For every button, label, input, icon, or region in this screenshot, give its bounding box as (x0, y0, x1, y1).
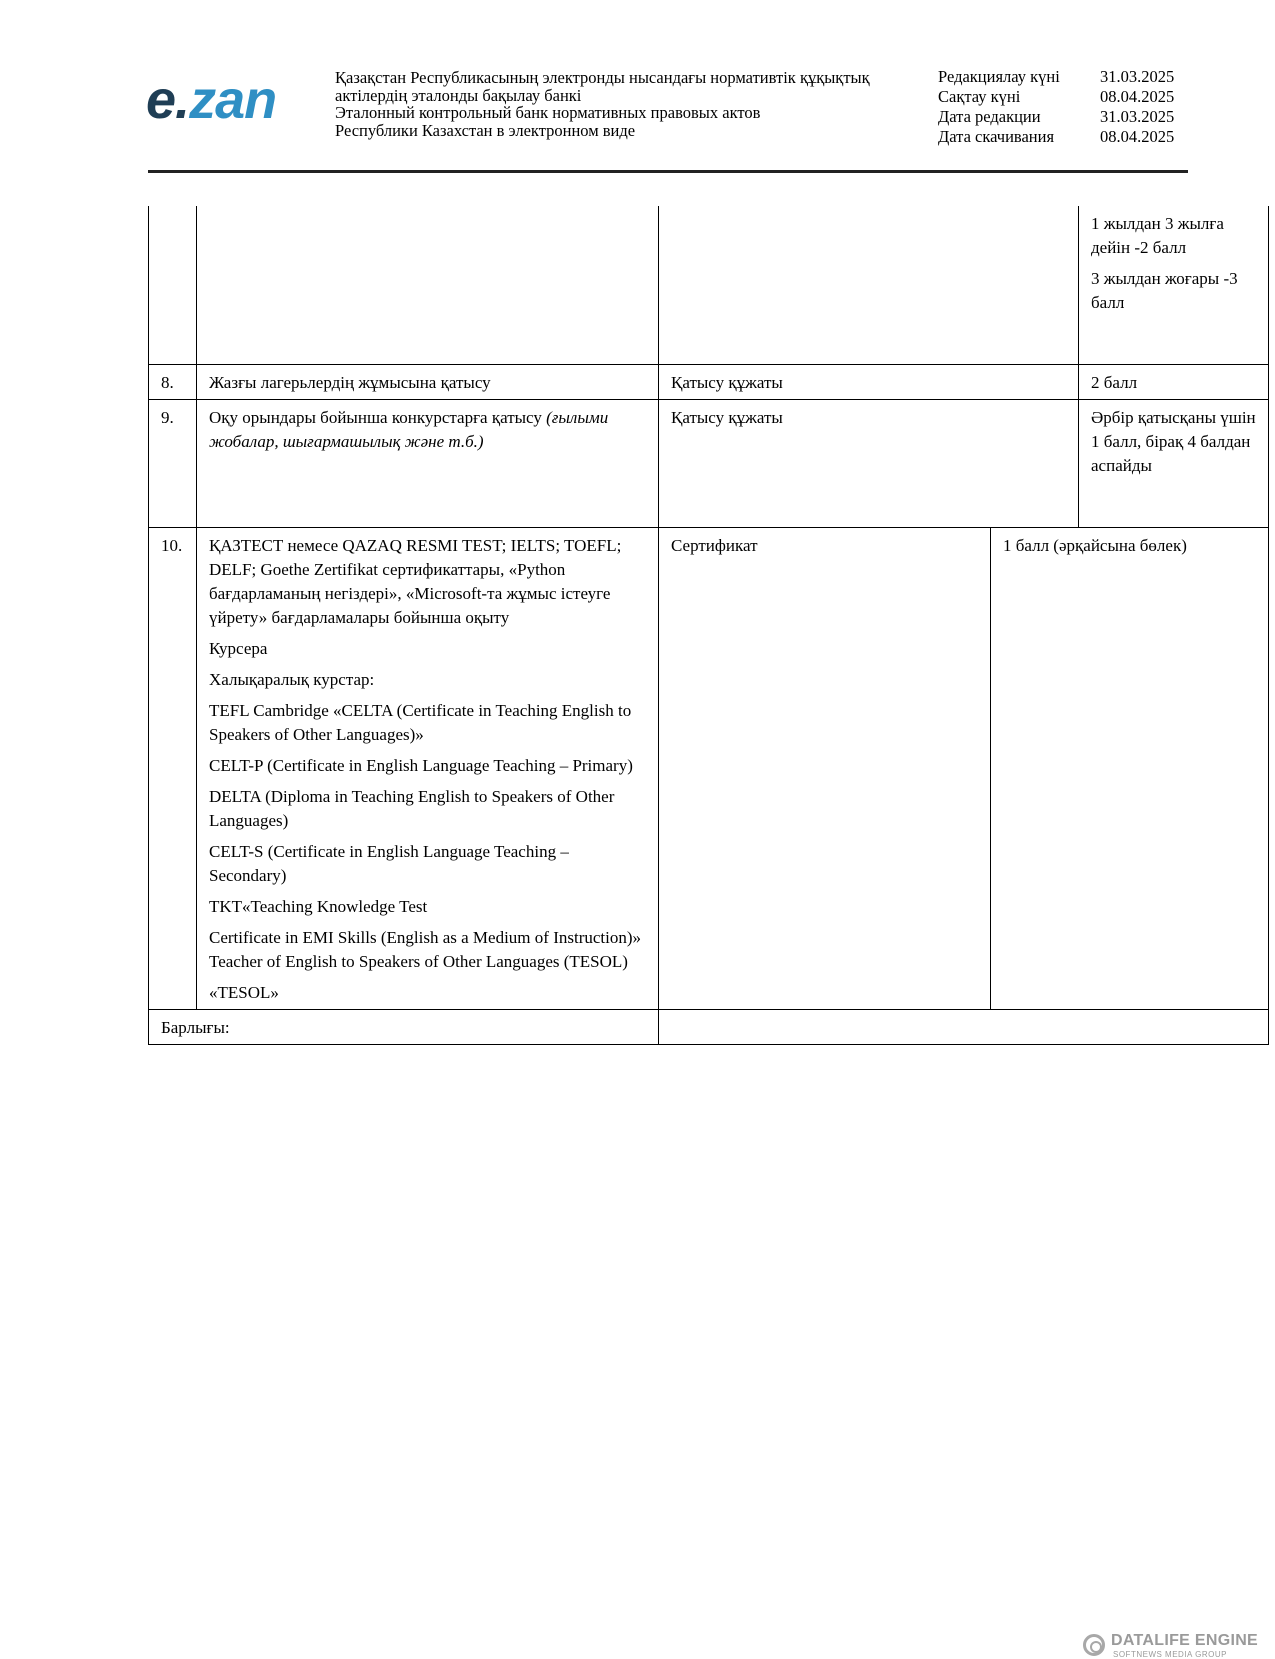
header-meta (938, 67, 1178, 147)
header-line: актілердің эталонды бақылау банкі (335, 85, 582, 105)
criterion-paragraph: CELT-S (Certificate in English Language Teaching – Secondary) (209, 841, 569, 885)
table-row (149, 206, 1269, 364)
meta-row (938, 127, 1178, 147)
points-text: 1 жылдан 3 жылға дейін -2 балл (1091, 214, 1224, 257)
criterion-paragraph: Курсера (209, 638, 268, 658)
criteria-table-wrapper (148, 206, 1256, 1086)
criterion-paragraph: ҚАЗТЕСТ немесе QAZAQ RESMI TEST; IELTS; TOEFL; DELF; Goethe Zertifikat сертификаттары, «Python бағдарламаның негіздері», «Microsoft-та жұмыс істеуге үйрету» бағдарламалары бойынша оқыту (209, 535, 622, 627)
meta-label: Редакциялау күні (938, 67, 1060, 86)
meta-value: 31.03.2025 (1100, 107, 1175, 126)
criterion-cell (197, 206, 659, 364)
points-cell (1079, 206, 1269, 364)
meta-row (938, 67, 1178, 87)
criterion-paragraph: Certificate in EMI Skills (English as a Medium of Instruction)» Teacher of English to Speakers of Other Languages (TESOL) (209, 927, 642, 971)
table-row (149, 364, 1269, 399)
table-row (149, 399, 1269, 527)
points-cell: Әрбір қатысқаны үшін 1 балл, бірақ 4 балдан аспайды (1079, 399, 1269, 527)
header-line: Қазақстан Республикасының электронды нысандағы нормативтік құқықтық (335, 68, 870, 87)
table-row (149, 527, 1269, 1009)
meta-label: Сақтау күні (938, 87, 1021, 106)
total-label-cell: Барлығы: (149, 1009, 659, 1044)
num-cell: 9. (149, 399, 197, 527)
document-cell: Қатысу құжаты (659, 364, 1079, 399)
header-line: Эталонный контрольный банк нормативных правовых актов (335, 103, 761, 122)
num-cell: 10. (149, 527, 197, 1009)
criterion-paragraph: DELTA (Diploma in Teaching English to Speakers of Other Languages) (209, 786, 615, 830)
meta-row (938, 87, 1178, 107)
criteria-table (148, 206, 1269, 1045)
meta-value: 08.04.2025 (1100, 127, 1175, 146)
watermark-title: DATALIFE ENGINE (1111, 1632, 1259, 1649)
num-cell (149, 206, 197, 364)
criterion-cell (197, 527, 659, 1009)
total-value-cell (659, 1009, 1269, 1044)
points-text: 3 жылдан жоғары -3 балл (1091, 269, 1238, 312)
points-cell: 1 балл (әрқайсына бөлек) (991, 527, 1269, 1009)
meta-row (938, 107, 1178, 127)
criterion-paragraph: «TESOL» (209, 982, 279, 1002)
criterion-cell (197, 399, 659, 527)
criterion-cell: Жазғы лагерьлердің жұмысына қатысу (197, 364, 659, 399)
header-line: Республики Казахстан в электронном виде (335, 120, 636, 140)
meta-label: Дата скачивания (938, 127, 1055, 146)
document-cell (659, 206, 1079, 364)
watermark-subtitle: SOFTNEWS MEDIA GROUP (1113, 1650, 1228, 1659)
criterion-paragraph: TKT«Teaching Knowledge Test (209, 896, 428, 916)
criterion-paragraph: TEFL Cambridge «CELTA (Certificate in Teaching English to Speakers of Other Languages)» (209, 700, 632, 744)
points-cell: 2 балл (1079, 364, 1269, 399)
criterion-paragraph: CELT-P (Certificate in English Language Teaching – Primary) (209, 755, 633, 775)
table-row-total (149, 1009, 1269, 1044)
header-divider (148, 170, 1188, 173)
document-cell: Қатысу құжаты (659, 399, 1079, 527)
ezan-logo: e.zan (146, 70, 277, 130)
meta-value: 08.04.2025 (1100, 87, 1175, 106)
criterion-text: Оқу орындары бойынша конкурстарға қатысу (209, 407, 542, 427)
criterion-paragraph: Халықаралық курстар: (209, 669, 375, 689)
meta-value: 31.03.2025 (1100, 67, 1175, 86)
num-cell: 8. (149, 364, 197, 399)
meta-label: Дата редакции (938, 107, 1041, 126)
header-title (335, 69, 895, 139)
document-cell: Сертификат (659, 527, 991, 1009)
datalife-logo-icon (1083, 1634, 1105, 1656)
criterion-note: (ғылыми жобалар, шығармашылық және т.б.) (209, 407, 609, 451)
